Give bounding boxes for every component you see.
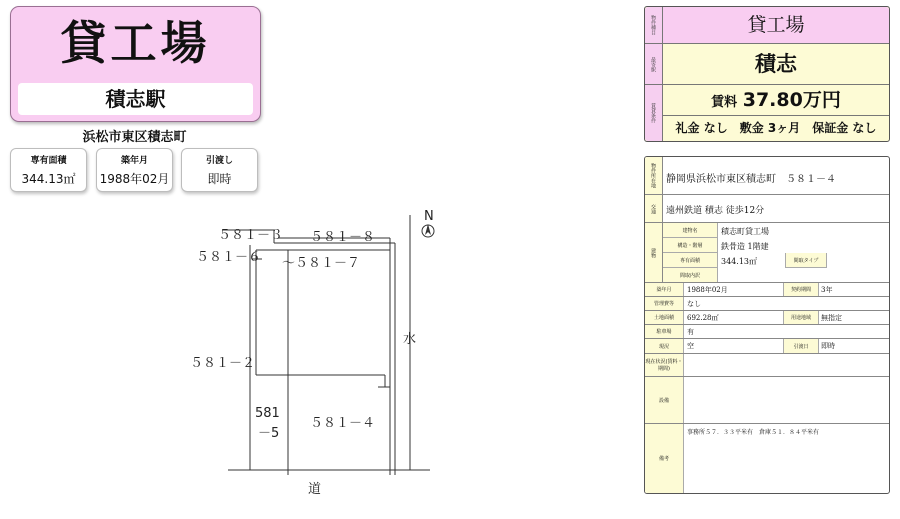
map-label: 水 xyxy=(403,332,417,347)
area-value: 344.13㎡ xyxy=(721,257,757,266)
map-label: ５８１－８ xyxy=(310,230,376,245)
info-label: 引渡し xyxy=(205,156,233,166)
field-label: 構造・階層 xyxy=(663,238,718,253)
summary-label: 賃貸条件 xyxy=(645,85,663,141)
row-mgmt xyxy=(645,297,889,311)
map-label: －5 xyxy=(258,426,280,441)
row-parking xyxy=(645,325,889,339)
field-label: 土地面積 xyxy=(645,311,684,324)
field-label: 管理費等 xyxy=(645,297,684,310)
info-value: 344.13㎡ xyxy=(21,172,76,186)
row-status xyxy=(645,339,889,354)
summary-conditions: 礼金 なし 敷金 3ヶ月 保証金 なし xyxy=(675,121,877,135)
north-label: N xyxy=(424,209,434,224)
map-label: ５８１－２ xyxy=(190,356,256,371)
building-name: 積志町貸工場 xyxy=(721,227,769,236)
row-facility xyxy=(645,377,889,424)
field-label: 間取タイプ xyxy=(785,253,827,268)
summary-table xyxy=(644,6,890,142)
row-land xyxy=(645,311,889,325)
info-card-handover xyxy=(181,148,258,192)
title-card xyxy=(10,6,261,122)
row-traffic xyxy=(645,195,889,223)
map-label: 道 xyxy=(308,482,322,497)
field-label: 用途地域 xyxy=(783,311,819,324)
row-label: 交通 xyxy=(645,195,663,222)
row-location xyxy=(645,157,889,195)
map-label: ～５８１－７ xyxy=(282,256,361,271)
term-value: 3年 xyxy=(821,286,833,294)
field-label: 備考 xyxy=(645,424,684,493)
field-label: 現況 xyxy=(645,339,684,353)
info-label: 専有面積 xyxy=(30,156,67,166)
info-value: 1988年02月 xyxy=(99,172,170,186)
traffic-value: 遠州鉄道 積志 徒歩12分 xyxy=(666,206,765,216)
info-card-built xyxy=(96,148,173,192)
summary-label: 最寄駅 xyxy=(645,44,663,85)
summary-rent xyxy=(663,85,889,116)
address: 浜松市東区積志町 xyxy=(82,130,187,145)
structure: 鉄骨造 1階建 xyxy=(721,242,769,251)
field-label: 駐車場 xyxy=(645,325,684,338)
map-label: ５８１－４ xyxy=(310,416,376,431)
site-map xyxy=(190,205,450,505)
row-facility-status xyxy=(645,354,889,377)
built-value: 1988年02月 xyxy=(687,286,728,294)
summary-type: 貸工場 xyxy=(663,7,889,44)
notes-value: 事務所５７．３３平米有 倉庫５１．８４平米有 xyxy=(687,429,820,436)
summary-station: 積志 xyxy=(663,44,889,85)
zone-value: 無指定 xyxy=(821,314,842,322)
row-label: 建物 xyxy=(645,223,663,282)
location-value: 静岡県浜松市東区積志町 ５８１－４ xyxy=(666,174,836,185)
mgmt-value: なし xyxy=(687,300,701,308)
row-label: 物件所在地 xyxy=(645,157,663,194)
parking-value: 有 xyxy=(687,328,694,336)
station-name: 積志駅 xyxy=(18,83,253,115)
field-label: 引渡日 xyxy=(783,339,819,353)
field-label: 契約期間 xyxy=(783,283,819,296)
summary-label: 物件種目 xyxy=(645,7,663,44)
map-label: ５８１－３ xyxy=(218,228,284,243)
row-building xyxy=(645,223,889,283)
map-label: 581 xyxy=(255,406,280,421)
row-notes xyxy=(645,424,889,493)
field-label: 間取内訳 xyxy=(663,268,718,282)
field-label: 設備 xyxy=(645,377,684,423)
map-label: ５８１－６ xyxy=(196,250,262,265)
field-label: 現在状況(賃料・期間) xyxy=(645,354,684,376)
info-card-area xyxy=(10,148,87,192)
rent-label: 賃料 xyxy=(711,95,738,110)
info-label: 築年月 xyxy=(120,156,148,166)
handover-value: 即時 xyxy=(821,342,835,350)
property-type-title: 貸工場 xyxy=(60,16,211,70)
field-label: 建物名 xyxy=(663,223,718,238)
detail-table xyxy=(644,156,890,494)
field-label: 専有面積 xyxy=(663,253,718,268)
rent-value: 37.80万円 xyxy=(742,89,841,111)
field-label: 築年月 xyxy=(645,283,684,296)
status-value: 空 xyxy=(687,342,694,350)
north-arrow-icon xyxy=(422,224,434,237)
row-built xyxy=(645,283,889,297)
info-value: 即時 xyxy=(207,172,232,186)
land-value: 692.28㎡ xyxy=(687,314,719,322)
